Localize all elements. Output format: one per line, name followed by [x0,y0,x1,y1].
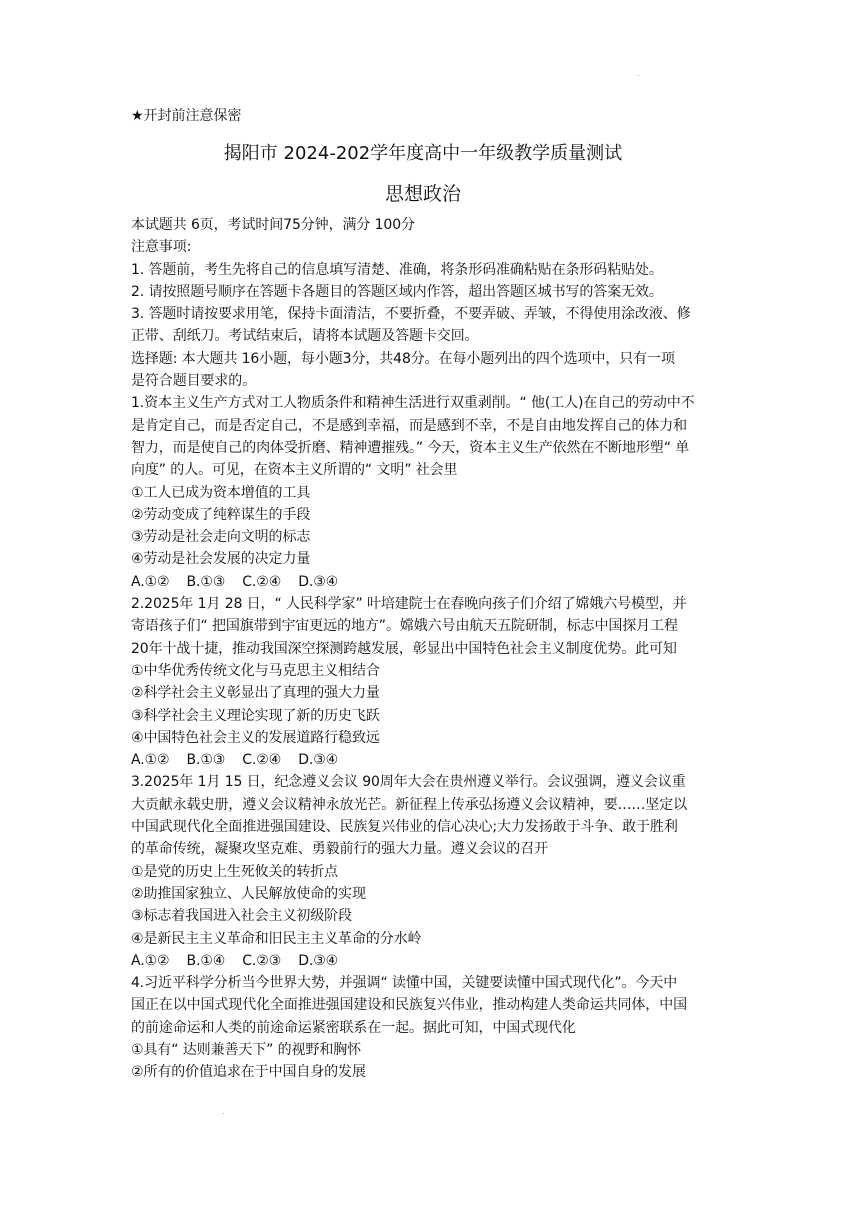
info-line: 选择题: 本大题共 16小题，每小题3分，共48分。在每小题列出的四个选项中，只有一项 [131,350,675,367]
info-line: 注意事项: [131,239,192,256]
exam-page [131,104,735,1084]
info-line: 1. 答题前，考生先将自己的信息填写清楚、准确，将条形码准确粘贴在条形码粘贴处。 [131,261,663,278]
question-stem-line: 4.习近平科学分析当今世界大势，并强调“ 读懂中国，关键要读懂中国式现代化”。今天中 [131,975,678,992]
option-a: A.①② [131,952,170,969]
question-2 [131,593,735,771]
question-item: ④劳动是社会发展的决定力量 [131,551,311,568]
subject-title: 思想政治 [384,183,461,205]
question-item: ④是新民主主义革命和旧民主主义革命的分水岭 [131,930,422,947]
option-b: B.①④ [186,952,226,969]
question-item: ③劳动是社会走向文明的标志 [131,529,311,546]
question-stem-line: 3.2025年 1月 15 日，纪念遵义会议 90周年大会在贵州遵义举行。会议强调，遵义会议重 [131,774,686,791]
question-item: ③科学社会主义理论实现了新的历史飞跃 [131,707,380,724]
info-line: 本试题共 6页，考试时间75分钟，满分 100分 [131,217,415,233]
question-3 [131,771,735,972]
option-a: A.①② [131,752,170,769]
question-stem-line: 的前途命运和人类的前途命运紧密联系在一起。据此可知，中国式现代化 [131,1019,576,1036]
option-d: D.③④ [298,952,339,969]
option-b: B.①③ [186,752,226,769]
question-stem-line: 1.资本主义生产方式对工人物质条件和精神生活进行双重剥削。“ 他(工人)在自己的劳动中不 [131,395,695,412]
confidential-notice: ★开封前注意保密 [131,108,242,124]
question-1 [131,392,735,593]
answer-options [131,749,735,771]
option-d: D.③④ [298,752,339,769]
exam-title: 揭阳市 2024-202学年度高中一年级教学质量测试 [223,143,623,164]
question-item: ②科学社会主义彰显出了真理的强大力量 [131,685,380,702]
question-stem-line: 寄语孩子们“ 把国旗带到宇宙更远的地方”。嫦娥六号由航天五院研制，标志中国探月工程 [131,618,678,635]
question-item: ①中华优秀传统文化与马克思主义相结合 [131,662,380,679]
option-c: C.②④ [242,752,282,769]
question-item: ②助推国家独立、人民解放使命的实现 [131,885,366,902]
question-item: ②所有的价值追求在于中国自身的发展 [131,1064,366,1081]
question-stem-line: 20年十战十捷，推动我国深空探测跨越发展，彰显出中国特色社会主义制度优势。此可知 [131,640,677,657]
option-b: B.①③ [186,573,226,590]
question-stem-line: 2.2025年 1月 28 日，“ 人民科学家” 叶培建院士在春晚向孩子们介绍了嫦娥六号模型，并 [131,596,687,613]
scan-dot-top: . [637,69,640,78]
question-item: ③标志着我国进入社会主义初级阶段 [131,908,352,925]
question-stem-line: 大贡献永载史册，遵义会议精神永放光芒。新征程上传承弘扬遵义会议精神，要……坚定以 [131,796,687,813]
question-item: ②劳动变成了纯粹谋生的手段 [131,506,311,523]
info-line: 3. 答题时请按要求用笔，保持卡面清洁，不要折叠，不要弄破、弄皱，不得使用涂改液、修 [131,306,691,323]
question-stem-line: 中国武现代化全面推进强国建设、民族复兴伟业的信心决心;大力发扬敢于斗争、敢于胜利 [131,819,678,836]
option-d: D.③④ [298,573,339,590]
info-line: 是符合题目要求的。 [131,373,257,390]
question-stem-line: 国正在以中国式现代化全面推进强国建设和民族复兴伟业，推动构建人类命运共同体，中国 [131,997,687,1014]
option-a: A.①② [131,573,170,590]
question-item: ④中国特色社会主义的发展道路行稳致远 [131,729,380,746]
question-stem-line: 的革命传统，凝聚攻坚克难、勇毅前行的强大力量。遵义会议的召开 [131,841,548,858]
info-line: 正带、刮纸刀。考试结束后，请将本试题及答题卡交回。 [131,328,479,345]
answer-options [131,571,735,593]
instructions [131,214,735,392]
scan-dot-bottom: . [222,1107,225,1116]
question-item: ①具有“ 达则兼善天下” 的视野和胸怀 [131,1041,362,1058]
info-line: 2. 请按照题号顺序在答题卡各题目的答题区域内作答，超出答题区城书写的答案无效。 [131,283,663,300]
question-stem-line: 是肯定自己，而是否定自己，不是感到幸福，而是感到不幸，不是自由地发挥自己的体力和 [131,417,687,434]
question-item: ①工人已成为资本增值的工具 [131,484,311,501]
option-c: C.②③ [242,952,282,969]
option-c: C.②④ [242,573,282,590]
question-stem-line: 向度” 的人。可见，在资本主义所谓的“ 文明” 社会里 [131,462,458,479]
answer-options [131,950,735,972]
question-stem-line: 智力，而是使自己的肉体受折磨、精神遭摧残。” 今天，资本主义生产依然在不断地形塑“ 单 [131,439,690,456]
question-item: ①是党的历史上生死攸关的转折点 [131,863,339,880]
question-4 [131,972,735,1083]
